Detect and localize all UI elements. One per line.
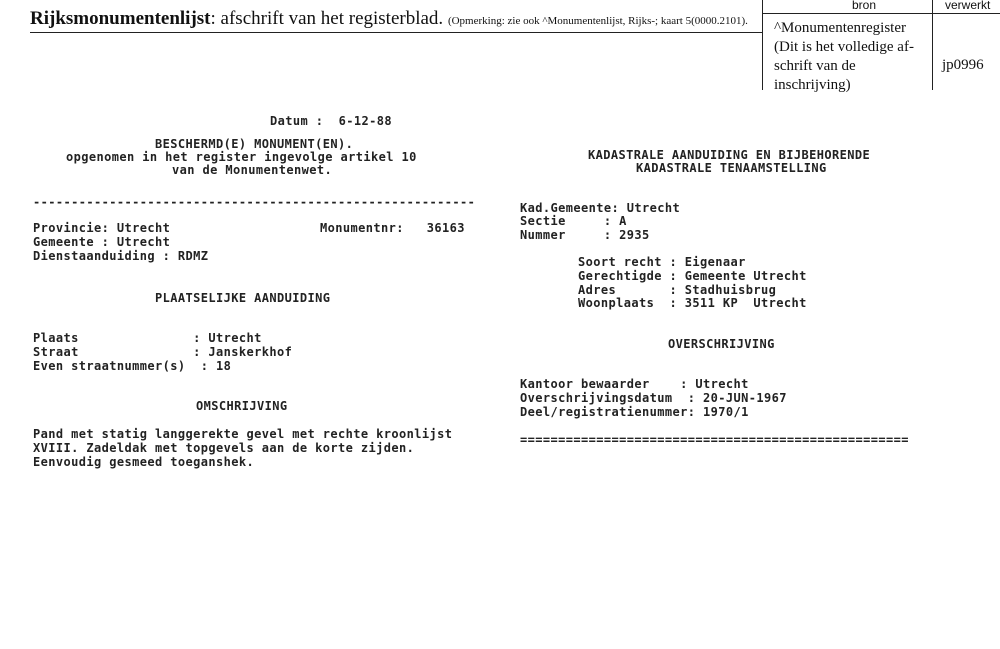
dash-rule: ---------------------------------------------------------- xyxy=(33,195,476,209)
bron-label: bron xyxy=(852,0,877,12)
bron-line: (Dit is het volledige af- xyxy=(774,39,914,55)
bron-box xyxy=(762,0,1000,93)
straat: Straat : Janskerkhof xyxy=(33,345,293,359)
kad-gemeente: Kad.Gemeente: Utrecht xyxy=(520,201,681,215)
title-bold: Rijksmonumentenlijst xyxy=(30,8,211,29)
kantoor-bewaarder: Kantoor bewaarder : Utrecht xyxy=(520,377,749,391)
nummer: Nummer : 2935 xyxy=(520,228,650,242)
bron-text xyxy=(774,19,934,95)
monumentnr: Monumentnr: 36163 xyxy=(320,221,465,235)
page-title xyxy=(30,8,748,30)
overschrijvingsdatum: Overschrijvingsdatum : 20-JUN-1967 xyxy=(520,391,787,405)
deel-registratienummer: Deel/registratienummer: 1970/1 xyxy=(520,405,749,419)
verwerkt-label: verwerkt xyxy=(945,0,991,12)
bron-line: schrift van de inschrijving) xyxy=(774,58,856,93)
provincie: Provincie: Utrecht xyxy=(33,221,171,235)
omschrijving-line: XVIII. Zadeldak met topgevels aan de korte zijden. xyxy=(33,441,415,455)
bron-code: jp0996 xyxy=(942,57,984,73)
gemeente: Gemeente : Utrecht xyxy=(33,235,171,249)
straatnummer: Even straatnummer(s) : 18 xyxy=(33,359,232,373)
omschrijving-line: Eenvoudig gesmeed toeganshek. xyxy=(33,455,255,469)
left-heading-line: van de Monumentenwet. xyxy=(172,163,333,177)
sectie: Sectie : A xyxy=(520,214,627,228)
adres: Adres : Stadhuisbrug xyxy=(578,283,777,297)
plaats: Plaats : Utrecht xyxy=(33,331,262,345)
datum: Datum : 6-12-88 xyxy=(270,114,392,128)
section-heading: PLAATSELIJKE AANDUIDING xyxy=(155,291,331,305)
right-heading-line: KADASTRALE TENAAMSTELLING xyxy=(636,161,827,175)
left-heading-line: opgenomen in het register ingevolge artikel 10 xyxy=(66,150,417,164)
woonplaats: Woonplaats : 3511 KP Utrecht xyxy=(578,296,807,310)
right-heading-line: KADASTRALE AANDUIDING EN BIJBEHORENDE xyxy=(588,148,871,162)
omschrijving-line: Pand met statig langgerekte gevel met rechte kroonlijst xyxy=(33,427,453,441)
gerechtigde: Gerechtigde : Gemeente Utrecht xyxy=(578,269,807,283)
bron-line: ^Monumentenregister xyxy=(774,20,907,36)
left-heading-line: BESCHERMD(E) MONUMENT(EN). xyxy=(155,137,354,151)
section-heading: OVERSCHRIJVING xyxy=(668,337,775,351)
title-rest: : afschrift van het registerblad. xyxy=(210,8,444,29)
dienstaanduiding: Dienstaanduiding : RDMZ xyxy=(33,249,209,263)
title-note: (Opmerking: zie ook ^Monumentenlijst, Rijks-; kaart 5(0000.2101). xyxy=(447,15,748,27)
equals-rule: =================================================== xyxy=(520,433,909,447)
section-heading: OMSCHRIJVING xyxy=(196,399,288,413)
header-rule xyxy=(30,32,762,33)
soort-recht: Soort recht : Eigenaar xyxy=(578,255,746,269)
